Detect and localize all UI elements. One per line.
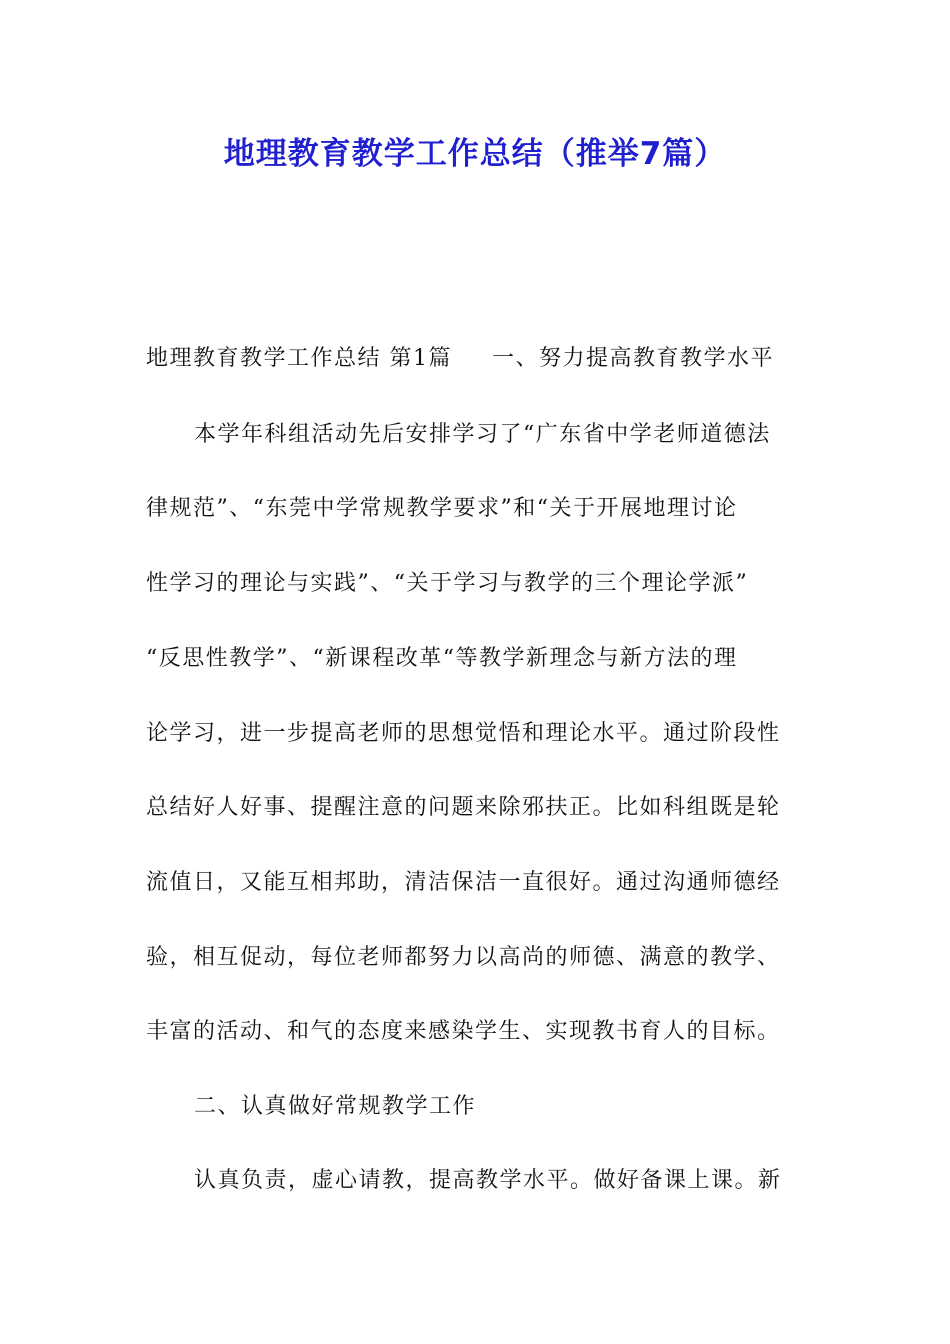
paragraph-line: “反思性教学”、“新课程改革“等教学新理念与新方法的理 xyxy=(146,646,738,671)
paragraph-line: 律规范”、“东莞中学常规教学要求”和“关于开展地理讨论 xyxy=(146,496,738,521)
heading-2: 二、认真做好常规教学工作 xyxy=(194,1094,477,1119)
section-label: 地理教育教学工作总结 第1篇 xyxy=(146,346,452,371)
paragraph-line: 总结好人好事、提醒注意的问题来除邪扶正。比如科组既是轮 xyxy=(146,795,781,820)
heading-1: 一、努力提高教育教学水平 xyxy=(492,346,775,371)
paragraph-line: 论学习，进一步提高老师的思想觉悟和理论水平。通过阶段性 xyxy=(146,721,781,746)
paragraph-line: 性学习的理论与实践”、“关于学习与教学的三个理论学派” xyxy=(146,571,749,596)
paragraph-line: 认真负责，虚心请教，提高教学水平。做好备课上课。新 xyxy=(194,1168,782,1193)
paragraph-line: 流值日，又能互相邦助，清洁保洁一直很好。通过沟通师德经 xyxy=(146,870,781,895)
paragraph-line: 本学年科组活动先后安排学习了“广东省中学老师道德法 xyxy=(194,422,771,447)
paragraph-line: 丰富的活动、和气的态度来感染学生、实现教书育人的目标。 xyxy=(146,1019,781,1044)
paragraph-line: 验，相互促动，每位老师都努力以高尚的师德、满意的教学、 xyxy=(146,945,781,970)
document-title: 地理教育教学工作总结（推举7篇） xyxy=(223,136,727,172)
section-header-line xyxy=(146,344,806,374)
